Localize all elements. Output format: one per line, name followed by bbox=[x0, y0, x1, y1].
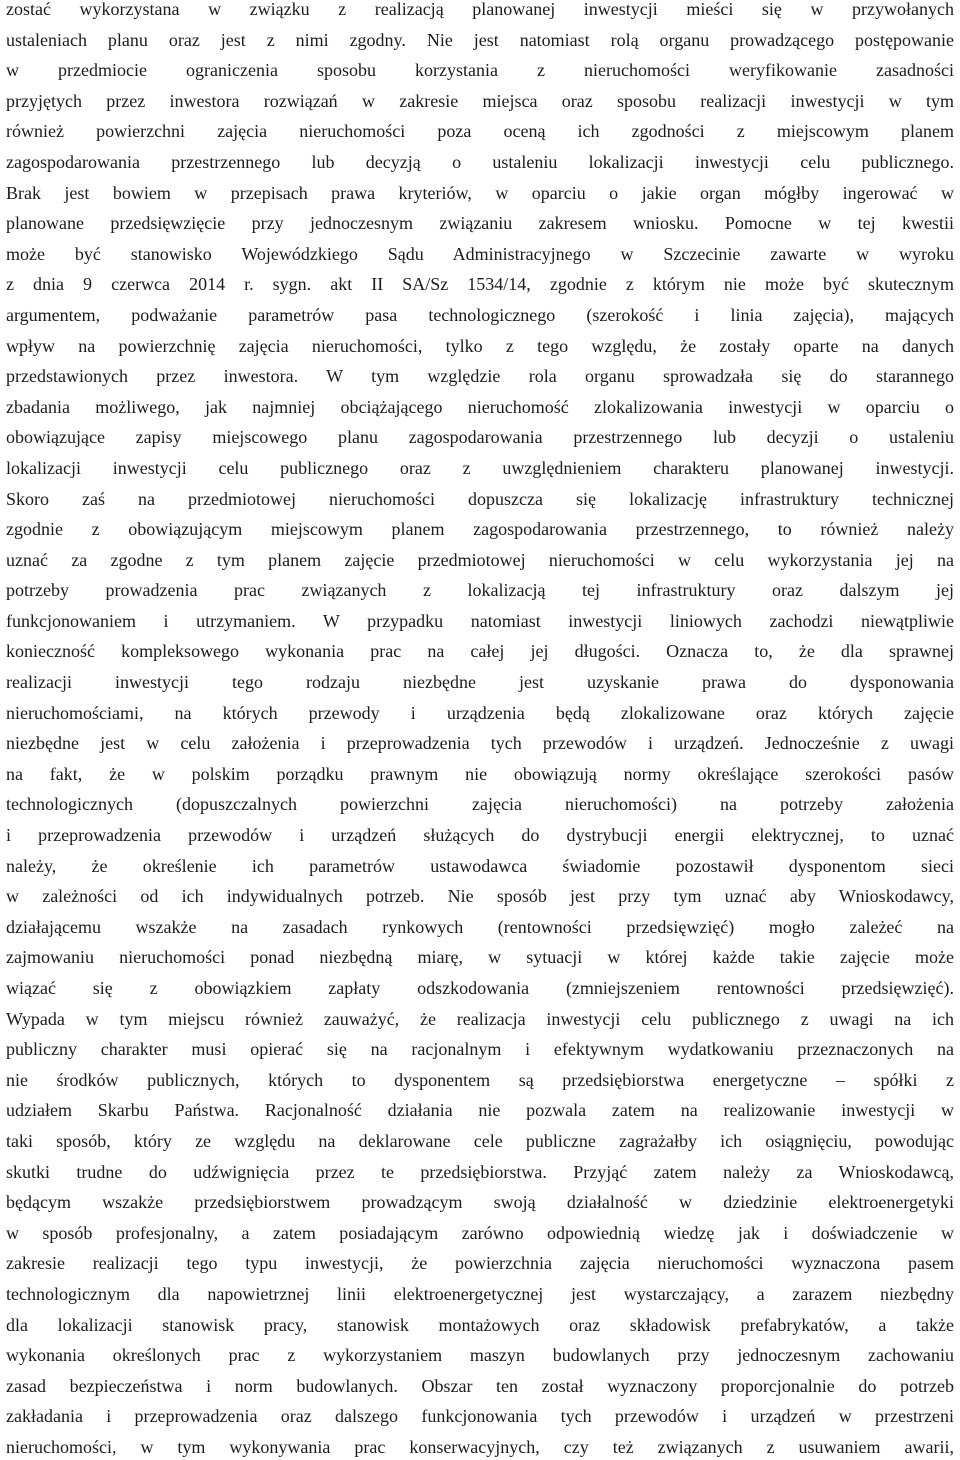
text-line: zakładania i przeprowadzenia oraz dalszego funkcjonowania tych przewodów i urządzeń w przestrzeni bbox=[6, 1406, 954, 1427]
text-line: zajmowaniu nieruchomości ponad niezbędną miarę, w sytuacji w której każde takie zajęcie może bbox=[6, 947, 954, 968]
text-line: zagospodarowania przestrzennego lub decyzją o ustaleniu lokalizacji inwestycji celu publicznego. bbox=[6, 151, 954, 172]
text-line: zbadania możliwego, jak najmniej obciążającego nieruchomość zlokalizowania inwestycji w oparciu o bbox=[6, 396, 954, 417]
text-line: zasad bezpieczeństwa i norm budowlanych. Obszar ten został wyznaczony proporcjonalnie do potrzeb bbox=[6, 1375, 954, 1396]
text-line: ustaleniach planu oraz jest z nimi zgodny. Nie jest natomiast rolą organu prowadzącego postępowanie bbox=[6, 29, 954, 50]
text-line: konieczność kompleksowego wykonania prac na całej jej długości. Oznacza to, że dla sprawnej bbox=[6, 641, 954, 662]
text-line: lokalizacji inwestycji celu publicznego oraz z uwzględnieniem charakteru planowanej inwestycji. bbox=[6, 457, 954, 478]
text-line: Brak jest bowiem w przepisach prawa kryteriów, w oparciu o jakie organ mógłby ingerować w bbox=[6, 182, 954, 203]
text-line: będącym wszakże przedsiębiorstwem prowadzącym swoją działalność w dziedzinie elektroenergetyki bbox=[6, 1192, 954, 1213]
text-line: zostać wykorzystana w związku z realizacją planowanej inwestycji mieści się w przywołanych bbox=[6, 0, 954, 19]
text-line: wykonania określonych prac z wykorzystaniem maszyn budowlanych przy jednoczesnym zachowaniu bbox=[6, 1345, 954, 1366]
text-line: wiązać się z obowiązkiem zapłaty odszkodowania (zmniejszeniem rentowności przedsięwzięć). bbox=[6, 978, 954, 998]
text-line: niezbędne jest w celu założenia i przeprowadzenia tych przewodów i urządzeń. Jednocześnie z uwagi bbox=[6, 733, 954, 754]
body-paragraph bbox=[6, 0, 954, 1460]
text-line: technologicznych (dopuszczalnych powierzchni zajęcia nieruchomości) na potrzeby założenia bbox=[6, 794, 954, 815]
text-line: technologicznym dla napowietrznej linii elektroenergetycznej jest wystarczający, a zarazem niezbędny bbox=[6, 1283, 954, 1304]
text-line: z dnia 9 czerwca 2014 r. sygn. akt II SA/Sz 1534/14, zgodnie z którym nie może być skutecznym bbox=[6, 274, 954, 295]
text-line: przyjętych przez inwestora rozwiązań w zakresie miejsca oraz sposobu realizacji inwestycji w tym bbox=[6, 90, 954, 111]
text-line: przedstawionych przez inwestora. W tym względzie rola organu sprowadzała się do starannego bbox=[6, 366, 954, 387]
text-line: skutki trudne do udźwignięcia przez te przedsiębiorstwa. Przyjąć zatem należy za Wnioskodawcą, bbox=[6, 1161, 954, 1182]
text-line: potrzeby prowadzenia prac związanych z lokalizacją tej infrastruktury oraz dalszym jej bbox=[6, 580, 954, 601]
text-line: i przeprowadzenia przewodów i urządzeń służących do dystrybucji energii elektrycznej, to uznać bbox=[6, 825, 954, 846]
text-line: Wypada w tym miejscu również zauważyć, że realizacja inwestycji celu publicznego z uwagi na ich bbox=[6, 1008, 954, 1029]
text-line: nieruchomościami, na których przewody i urządzenia będą zlokalizowane oraz których zajęcie bbox=[6, 702, 954, 723]
text-line: obowiązujące zapisy miejscowego planu zagospodarowania przestrzennego lub decyzji o ustaleniu bbox=[6, 427, 954, 448]
text-line: udziałem Skarbu Państwa. Racjonalność działania nie pozwala zatem na realizowanie inwestycji w bbox=[6, 1100, 954, 1121]
text-line: na fakt, że w polskim porządku prawnym nie obowiązują normy określające szerokości pasów bbox=[6, 763, 954, 784]
text-line: należy, że określenie ich parametrów ustawodawca świadomie pozostawił dysponentom sieci bbox=[6, 855, 954, 876]
text-line: nieruchomości, w tym wykonywania prac konserwacyjnych, czy też związanych z usuwaniem awarii, bbox=[6, 1436, 954, 1457]
text-line: nie środków publicznych, których to dysponentem są przedsiębiorstwa energetyczne – spółki z bbox=[6, 1069, 954, 1090]
text-line: dla lokalizacji stanowisk pracy, stanowisk montażowych oraz składowisk prefabrykatów, a także bbox=[6, 1314, 954, 1335]
text-line: działającemu wszakże na zasadach rynkowych (rentowności przedsięwzięć) mogło zależeć na bbox=[6, 916, 954, 937]
text-line: zakresie realizacji tego typu inwestycji, że powierzchnia zajęcia nieruchomości wyznaczona pasem bbox=[6, 1253, 954, 1274]
text-line: Skoro zaś na przedmiotowej nieruchomości dopuszcza się lokalizację infrastruktury technicznej bbox=[6, 488, 954, 509]
text-line: funkcjonowaniem i utrzymaniem. W przypadku natomiast inwestycji liniowych zachodzi niewątpliwie bbox=[6, 610, 954, 631]
text-line: argumentem, podważanie parametrów pasa technologicznego (szerokość i linia zajęcia), mających bbox=[6, 304, 954, 325]
text-line: może być stanowisko Wojewódzkiego Sądu Administracyjnego w Szczecinie zawarte w wyroku bbox=[6, 243, 954, 264]
text-line: planowane przedsięwzięcie przy jednoczesnym związaniu zakresem wniosku. Pomocne w tej kwestii bbox=[6, 213, 954, 234]
text-line: realizacji inwestycji tego rodzaju niezbędne jest uzyskanie prawa do dysponowania bbox=[6, 672, 954, 693]
text-line: w sposób profesjonalny, a zatem posiadającym zarówno odpowiednią wiedzę jak i doświadczenie w bbox=[6, 1222, 954, 1243]
text-line: wpływ na powierzchnię zajęcia nieruchomości, tylko z tego względu, że zostały oparte na danych bbox=[6, 335, 954, 356]
text-line: w przedmiocie ograniczenia sposobu korzystania z nieruchomości weryfikowanie zasadności bbox=[6, 60, 954, 81]
text-line: w zależności od ich indywidualnych potrzeb. Nie sposób jest przy tym uznać aby Wnioskodawcy, bbox=[6, 886, 954, 907]
text-line: publiczny charakter musi opierać się na racjonalnym i efektywnym wydatkowaniu przeznaczonych na bbox=[6, 1039, 954, 1060]
text-line: również powierzchni zajęcia nieruchomości poza oceną ich zgodności z miejscowym planem bbox=[6, 121, 954, 142]
text-line: uznać za zgodne z tym planem zajęcie przedmiotowej nieruchomości w celu wykorzystania jej na bbox=[6, 549, 954, 570]
text-line: zgodnie z obowiązującym miejscowym planem zagospodarowania przestrzennego, to również należy bbox=[6, 519, 954, 540]
text-line: taki sposób, który ze względu na deklarowane cele publiczne zagrażałby ich osiągnięciu, powodując bbox=[6, 1130, 954, 1151]
